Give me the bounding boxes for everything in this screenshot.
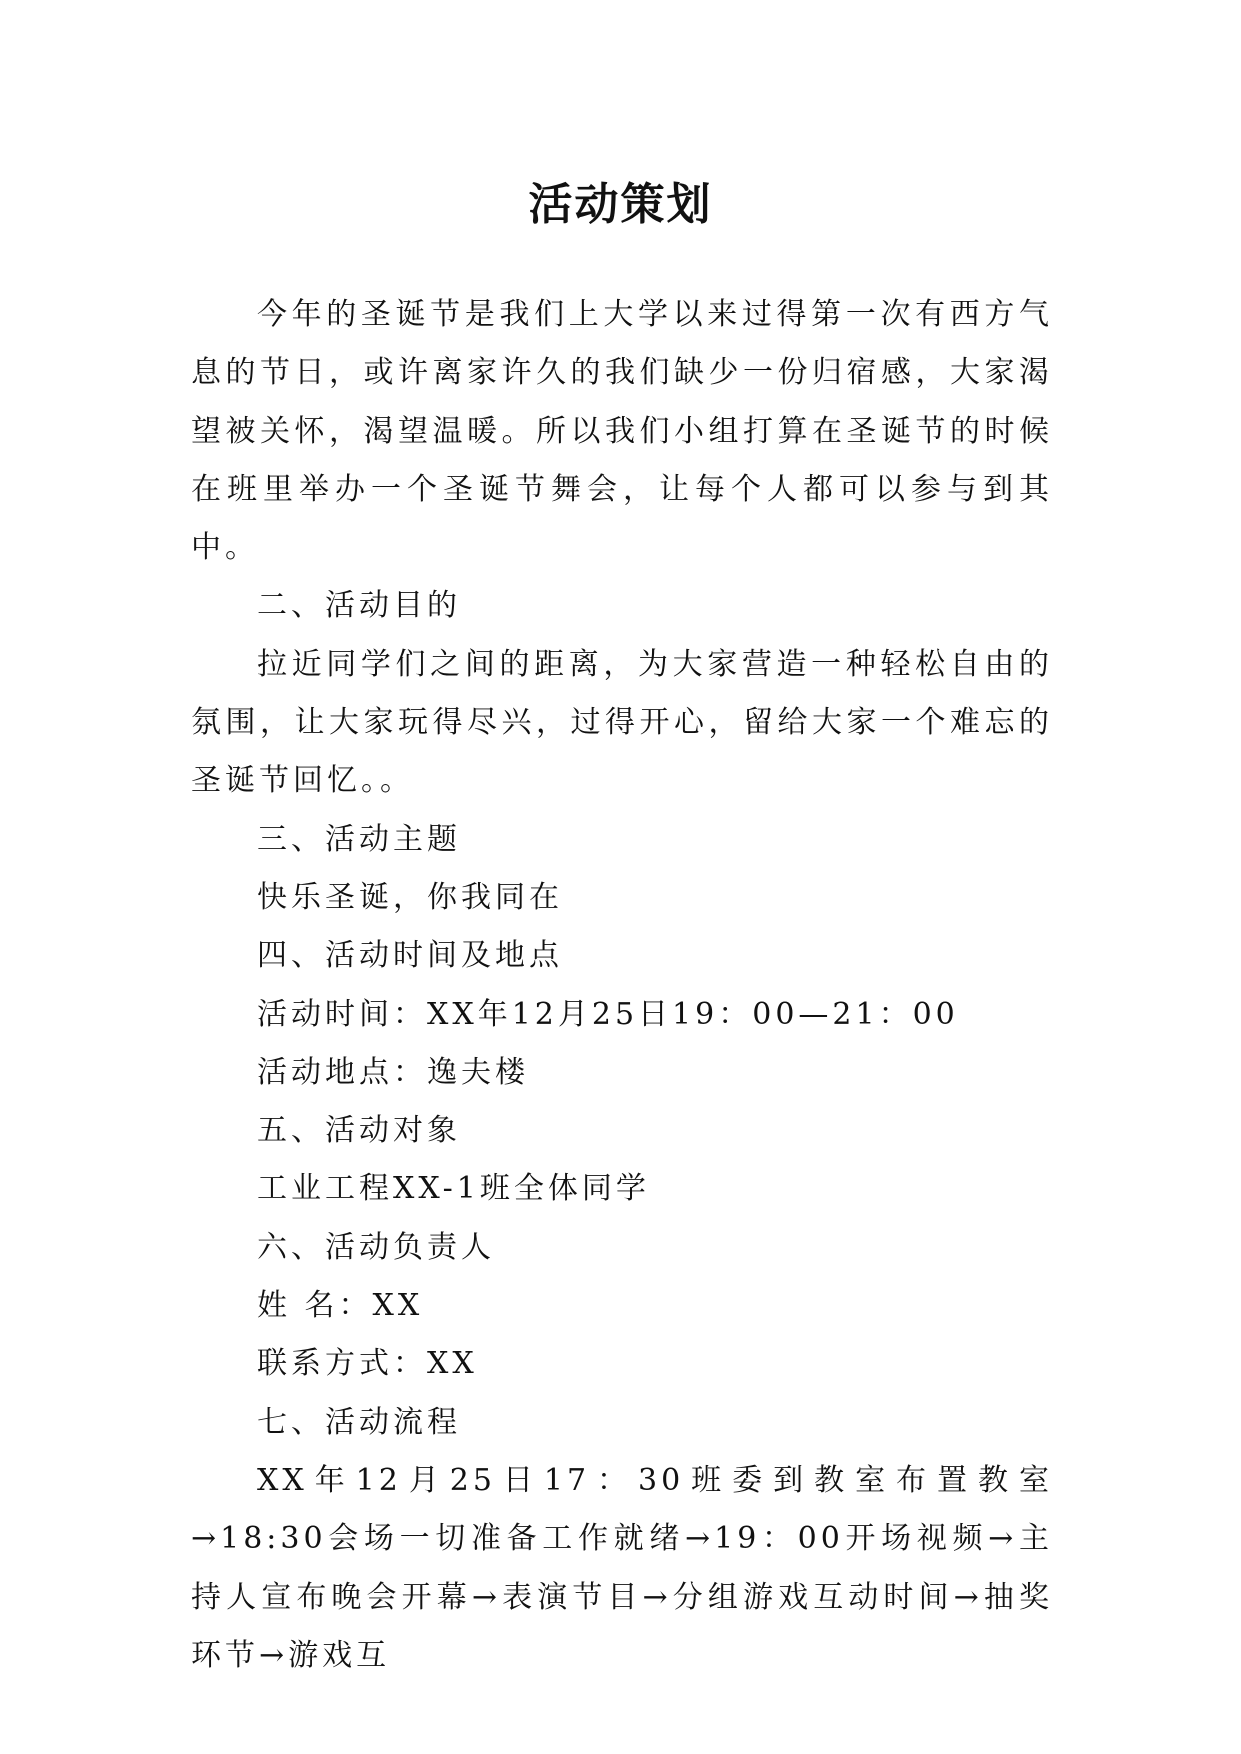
paragraph-process: XX年12月25日17：30班委到教室布置教室→18:30会场一切准备工作就绪→19：00开场视频→主持人宣布晚会开幕→表演节目→分组游戏互动时间→抽奖环节→游戏互 <box>191 1462 1053 1673</box>
paragraph-time: 活动时间：XX年12月25日19：00—21：00 <box>257 996 959 1032</box>
section-heading-purpose: 二、活动目的 <box>257 588 461 624</box>
paragraph-place: 活动地点：逸夫楼 <box>257 1054 529 1090</box>
paragraph-organizer-name: 姓 名：XX <box>257 1288 424 1324</box>
document-body <box>191 286 1053 1685</box>
section-heading-theme: 三、活动主题 <box>257 821 461 857</box>
section-heading-organizer: 六、活动负责人 <box>257 1229 495 1265</box>
paragraph-audience: 工业工程XX-1班全体同学 <box>257 1171 650 1207</box>
document-title: 活动策划 <box>528 179 713 231</box>
paragraph-intro: 今年的圣诞节是我们上大学以来过得第一次有西方气息的节日，或许离家许久的我们缺少一份归宿感，大家渴望被关怀，渴望温暖。所以我们小组打算在圣诞节的时候在班里举办一个圣诞节舞会，让每个人都可以参与到其中。 <box>191 297 1053 566</box>
paragraph-theme: 快乐圣诞，你我同在 <box>257 879 563 915</box>
section-heading-time-place: 四、活动时间及地点 <box>257 938 563 974</box>
section-heading-audience: 五、活动对象 <box>257 1113 461 1149</box>
paragraph-purpose: 拉近同学们之间的距离，为大家营造一种轻松自由的氛围，让大家玩得尽兴，过得开心，留给大家一个难忘的圣诞节回忆。。 <box>191 646 1053 799</box>
section-heading-process: 七、活动流程 <box>257 1404 461 1440</box>
paragraph-organizer-contact: 联系方式：XX <box>257 1346 478 1382</box>
